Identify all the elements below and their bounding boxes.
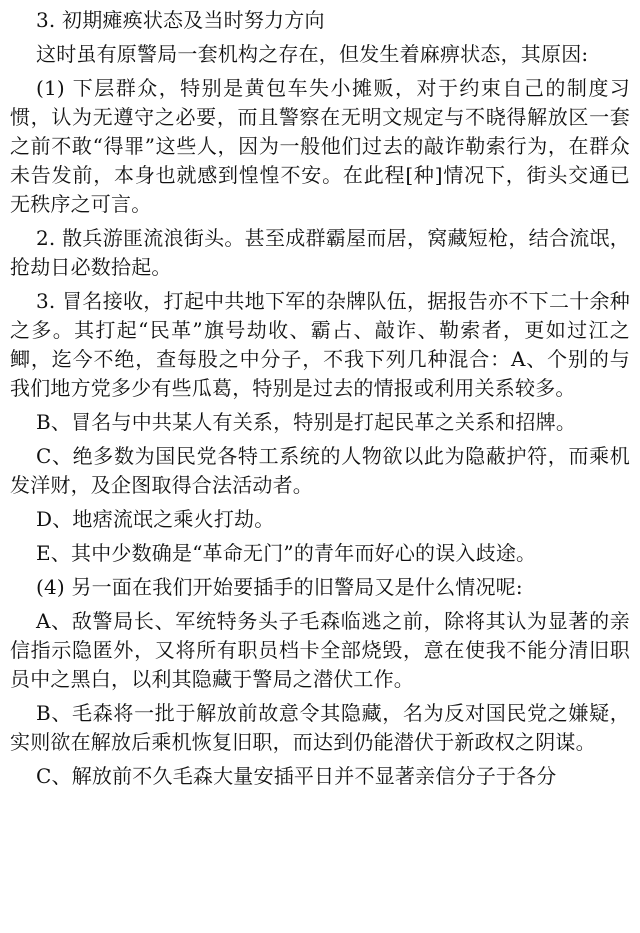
paragraph-item-e: E、其中少数确是“革命无门”的青年而好心的误入歧途。: [36, 541, 537, 565]
paragraph-item-b: B、冒名与中共某人有关系，特别是打起民革之关系和招牌。: [36, 410, 577, 434]
document-body: [10, 6, 630, 796]
paragraph-point-4-item-c: C、解放前不久毛森大量安插平日并不显著亲信分子于各分: [36, 764, 557, 788]
paragraph-point-4-item-a: A、敌警局长、军统特务头子毛森临逃之前，除将其认为显著的亲信指示隐匿外，又将所有职员档卡全部烧毁，意在使我不能分清旧职员中之黑白，以利其隐藏于警局之潜伏工作。: [10, 609, 630, 691]
paragraph-point-4: (4) 另一面在我们开始要插手的旧警局又是什么情况呢:: [36, 575, 523, 599]
paragraph-item-c: C、绝多数为国民党各特工系统的人物欲以此为隐蔽护符，而乘机发洋财，及企图取得合法活动者。: [10, 444, 630, 497]
paragraph-point-2: 2. 散兵游匪流浪街头。甚至成群霸屋而居，窝藏短枪，结合流氓，抢劫日必数拾起。: [10, 226, 630, 279]
paragraph-point-4-item-b: B、毛森将一批于解放前故意令其隐藏，名为反对国民党之嫌疑，实则欲在解放后乘机恢复旧职，而达到仍能潜伏于新政权之阴谋。: [10, 701, 630, 754]
paragraph-item-d: D、地痞流氓之乘火打劫。: [36, 507, 275, 531]
paragraph-intro: 这时虽有原警局一套机构之存在，但发生着麻痹状态，其原因:: [36, 42, 589, 66]
section-heading: 3. 初期瘫痪状态及当时努力方向: [36, 8, 325, 32]
paragraph-point-1: (1) 下层群众，特别是黄包车失小摊贩，对于约束自己的制度习惯，认为无遵守之必要，而且警察在无明文规定与不晓得解放区一套之前不敢“得罪”这些人，因为一般他们过去的敲诈勒索行为，在群众未告发前，本身也就感到惶惶不安。在此程[种]情况下，街头交通已无秩序之可言。: [10, 76, 630, 216]
paragraph-point-3: 3. 冒名接收，打起中共地下军的杂牌队伍，据报告亦不下二十余种之多。其打起“民革”旗号劫收、霸占、敲诈、勒索者，更如过江之鲫，迄今不绝，查每股之中分子，不我下列几种混合：A、个别的与我们地方党多少有些瓜葛，特别是过去的情报或利用关系较多。: [10, 289, 630, 400]
